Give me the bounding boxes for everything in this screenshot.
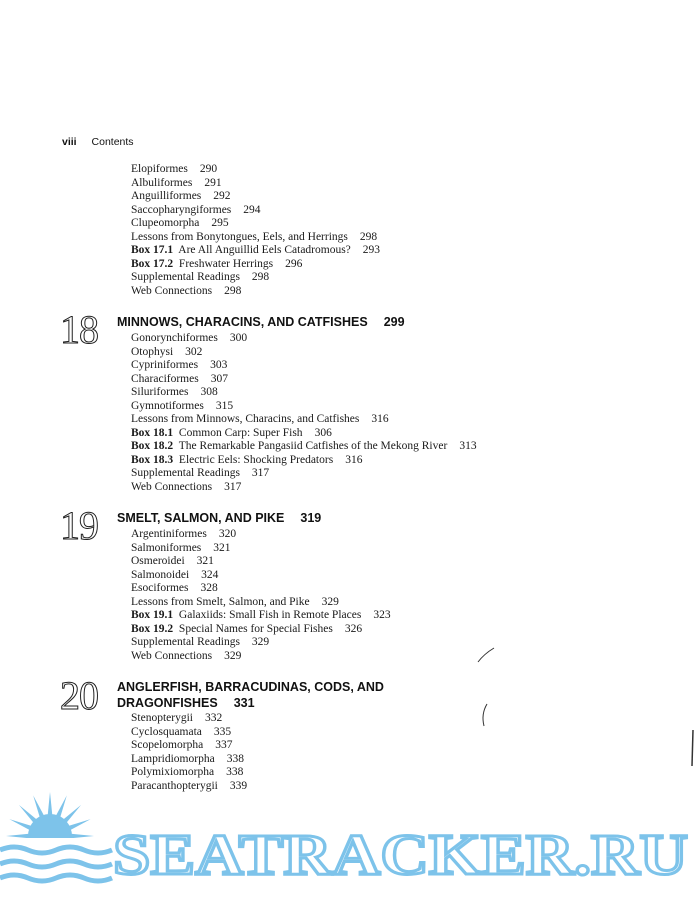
sun-ray [9,819,32,830]
sun-icon [0,792,112,899]
chapter-title-line-2: DRAGONFISHES 331 [117,696,255,710]
toc-box-entry[interactable]: Box 19.1 Galaxiids: Small Fish in Remote Places 323 [131,609,391,621]
toc-entry[interactable]: Anguilliformes 292 [131,190,231,202]
toc-entry[interactable]: Supplemental Readings 329 [131,636,270,648]
toc-entry[interactable]: Lessons from Minnows, Characins, and Catfishes 316 [131,413,389,425]
toc-entry[interactable]: Polymixiomorpha 338 [131,766,244,778]
scan-mark [478,702,490,728]
toc-box-entry[interactable]: Box 19.2 Special Names for Special Fishes 326 [131,622,363,635]
toc-box-entry[interactable]: Box 18.2 The Remarkable Pangasiid Catfishes of the Mekong River 313 [131,440,477,452]
chapter-title[interactable] [117,679,384,711]
toc-box-entry[interactable]: Box 18.1 Common Carp: Super Fish 306 [131,426,332,439]
toc-entry[interactable]: Web Connections 317 [131,480,242,493]
page-number: viii [62,136,77,148]
scan-mark [476,646,496,664]
toc-entry[interactable]: Supplemental Readings 298 [131,271,270,283]
toc-entry[interactable]: Supplemental Readings 317 [131,467,270,479]
chapter-19-entries [131,528,391,663]
chapter-20-entries [131,712,247,793]
sun-ray [55,795,66,818]
toc-entry[interactable]: Albuliformes 291 [131,176,222,189]
toc-entry[interactable]: Web Connections 329 [131,649,242,662]
running-title: Contents [91,136,134,148]
toc-entry[interactable]: Lessons from Smelt, Salmon, and Pike 329 [131,595,339,608]
toc-entry[interactable]: Otophysi 302 [131,345,203,358]
toc-entry[interactable]: Cyclosquamata 335 [131,725,232,738]
chapter-title[interactable]: SMELT, SALMON, AND PIKE 319 [117,511,322,525]
sun-ray [6,834,30,839]
toc-entry[interactable]: Cypriniformes 303 [131,359,228,371]
toc-entry[interactable]: Salmoniformes 321 [131,541,231,554]
running-header [62,136,134,148]
watermark-logo [0,790,697,899]
chapter-number: 18 [60,307,98,352]
toc-entry[interactable]: Argentiniformes 320 [131,528,237,540]
toc-entry[interactable]: Web Connections 298 [131,284,242,297]
toc-entry[interactable]: Clupeomorpha 295 [131,217,229,229]
toc-entry[interactable]: Lampridiomorpha 338 [131,752,244,765]
toc-entry[interactable]: Siluriformes 308 [131,386,218,398]
toc-entry[interactable]: Gymnotiformes 315 [131,399,234,412]
sun-ray [48,792,53,816]
chapter-number: 19 [60,503,98,548]
sun-ray [70,834,94,839]
chapter-17-entries [131,163,380,298]
toc-entry[interactable]: Salmonoidei 324 [131,568,219,581]
toc-entry[interactable]: Esociformes 328 [131,582,218,594]
watermark-text: SEATRACKER.RU [113,822,688,887]
toc-entry[interactable]: Gonorynchiformes 300 [131,332,248,344]
toc-box-entry[interactable]: Box 17.2 Freshwater Herrings 296 [131,257,303,270]
toc-entry[interactable]: Scopelomorpha 337 [131,739,233,751]
sun-ray [33,795,44,818]
chapter-18-entries [131,332,477,494]
chapter-number: 20 [60,673,98,718]
toc-box-entry[interactable]: Box 17.1 Are All Anguillid Eels Catadromous? 293 [131,244,381,256]
toc-entry[interactable]: Lessons from Bonytongues, Eels, and Herrings 298 [131,230,378,243]
toc-entry[interactable]: Osmeroidei 321 [131,555,214,567]
toc-entry[interactable]: Paracanthopterygii 339 [131,779,248,792]
toc-box-entry[interactable]: Box 18.3 Electric Eels: Shocking Predators 316 [131,453,363,466]
toc-entry[interactable]: Stenopterygii 332 [131,712,223,724]
toc-entry[interactable]: Characiformes 307 [131,372,228,385]
sun-ray [67,819,90,830]
chapter-title[interactable]: MINNOWS, CHARACINS, AND CATFISHES 299 [117,315,405,329]
chapter-title-line-1: ANGLERFISH, BARRACUDINAS, CODS, AND [117,680,384,694]
toc-entry[interactable]: Elopiformes 290 [131,163,218,175]
sun-ray [19,805,38,824]
scan-mark [690,728,696,768]
sun-ray [62,805,81,824]
toc-entry[interactable]: Saccopharyngiformes 294 [131,203,261,216]
